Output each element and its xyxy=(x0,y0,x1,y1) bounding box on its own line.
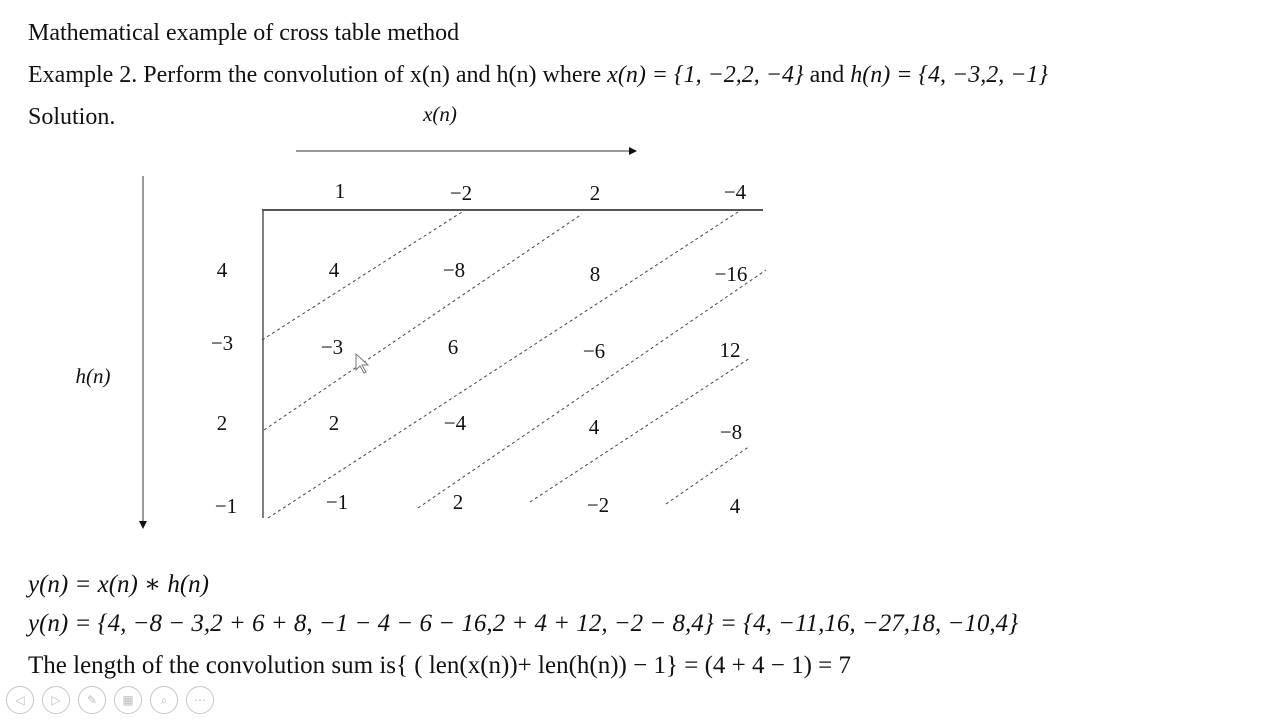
diagonal-line xyxy=(262,212,462,340)
product-cell: 12 xyxy=(719,338,741,362)
prev-slide-button[interactable] xyxy=(6,686,34,714)
product-cell: −16 xyxy=(714,262,748,286)
x-definition: x(n) = {1, −2,2, −4} xyxy=(607,62,804,88)
h-value: −3 xyxy=(210,331,234,355)
product-cell: 6 xyxy=(447,335,459,359)
more-icon: ⋯ xyxy=(194,693,206,707)
x-axis-label: x(n) xyxy=(423,102,457,126)
slides-icon: ▦ xyxy=(122,693,134,707)
product-cell: 2 xyxy=(328,411,340,435)
product-cell: 4 xyxy=(729,494,741,518)
h-value: 4 xyxy=(216,258,228,282)
product-cell: −8 xyxy=(719,420,743,444)
product-cell: 8 xyxy=(589,262,601,286)
product-cell: −3 xyxy=(320,335,344,359)
convolution-length: The length of the convolution sum is{ ( len(x(n))+ len(h(n)) − 1} = (4 + 4 − 1) = 7 xyxy=(28,652,852,679)
presentation-toolbar xyxy=(6,686,214,714)
solution-label: Solution. xyxy=(28,104,116,130)
pen-icon: ✎ xyxy=(86,693,98,707)
product-cell: −2 xyxy=(586,493,610,517)
slide-title: Mathematical example of cross table method xyxy=(28,20,460,46)
x-value: 2 xyxy=(589,181,601,205)
more-button[interactable] xyxy=(186,686,214,714)
prev-icon: ◁ xyxy=(15,693,25,707)
zoom-icon: ⌕ xyxy=(160,692,168,707)
pen-button[interactable] xyxy=(78,686,106,714)
diagonal-line xyxy=(530,358,750,502)
example-text: Example 2. Perform the convolution of x(n) and h(n) where xyxy=(28,62,608,88)
h-value: 2 xyxy=(216,411,228,435)
product-cell: 2 xyxy=(452,490,464,514)
h-axis-label: h(n) xyxy=(75,364,111,388)
and-text: and xyxy=(803,62,851,88)
zoom-button[interactable] xyxy=(150,686,178,714)
convolution-result: y(n) = {4, −8 − 3,2 + 6 + 8, −1 − 4 − 6 − 16,2 + 4 + 12, −2 − 8,4} = {4, −11,16, −27,18, −10,4} xyxy=(28,610,1019,637)
next-slide-button[interactable] xyxy=(42,686,70,714)
x-value: −4 xyxy=(723,180,747,204)
product-cell: −4 xyxy=(443,411,467,435)
product-cell: −1 xyxy=(325,490,349,514)
product-cell: −6 xyxy=(582,339,606,363)
convolution-equation: y(n) = x(n) ∗ h(n) xyxy=(28,571,210,598)
next-icon: ▷ xyxy=(51,693,61,707)
diagonal-line xyxy=(264,214,582,430)
diagonal-line xyxy=(418,270,766,508)
product-cell: 4 xyxy=(588,415,600,439)
product-cell: 4 xyxy=(328,258,340,282)
x-value: 1 xyxy=(334,179,346,203)
slides-button[interactable] xyxy=(114,686,142,714)
x-value: −2 xyxy=(449,181,473,205)
h-value: −1 xyxy=(214,494,238,518)
product-cell: −8 xyxy=(442,258,466,282)
mouse-cursor-icon xyxy=(356,354,368,373)
h-definition: h(n) = {4, −3,2, −1} xyxy=(850,62,1049,88)
